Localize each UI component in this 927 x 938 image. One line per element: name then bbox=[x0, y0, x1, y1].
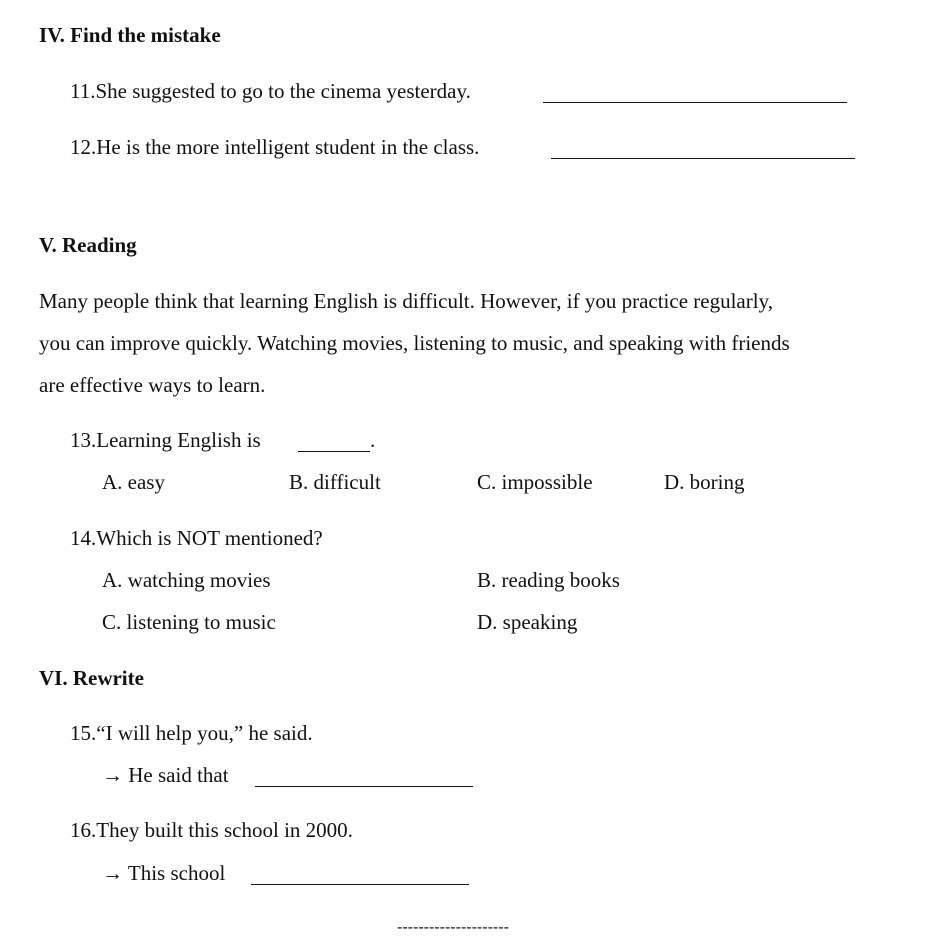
question-text: She suggested to go to the cinema yesterday. bbox=[95, 79, 471, 103]
option-14-b[interactable]: B. reading books bbox=[477, 568, 620, 592]
question-text: Which is NOT mentioned? bbox=[96, 526, 323, 550]
question-number: 16. bbox=[70, 818, 97, 842]
question-text: Learning English is bbox=[96, 428, 261, 452]
passage-line-3: are effective ways to learn. bbox=[39, 373, 266, 397]
question-number: 13. bbox=[70, 428, 97, 452]
question-text: They built this school in 2000. bbox=[96, 818, 353, 842]
option-13-c[interactable]: C. impossible bbox=[477, 470, 593, 494]
answer-blank-11[interactable] bbox=[543, 102, 847, 103]
answer-blank-16[interactable] bbox=[251, 884, 469, 885]
question-14 bbox=[70, 528, 323, 549]
question-number: 12. bbox=[70, 135, 97, 159]
section-heading-find-mistake: IV. Find the mistake bbox=[39, 23, 221, 47]
question-number: 14. bbox=[70, 526, 97, 550]
option-13-b[interactable]: B. difficult bbox=[289, 470, 381, 494]
section-heading-reading: V. Reading bbox=[39, 233, 137, 257]
footer-divider: --------------------- bbox=[397, 919, 509, 936]
question-number: 11. bbox=[70, 79, 96, 103]
question-text: “I will help you,” he said. bbox=[96, 721, 313, 745]
question-11 bbox=[70, 81, 471, 102]
question-15 bbox=[70, 723, 313, 744]
option-13-d[interactable]: D. boring bbox=[664, 470, 745, 494]
question-16 bbox=[70, 820, 353, 841]
answer-blank-13[interactable] bbox=[298, 451, 370, 452]
question-number: 15. bbox=[70, 721, 97, 745]
rewrite-prompt-16: → This school bbox=[102, 861, 226, 885]
option-13-a[interactable]: A. easy bbox=[102, 470, 165, 494]
passage-line-2: you can improve quickly. Watching movies, listening to music, and speaking with friends bbox=[39, 331, 790, 355]
rewrite-prompt-15: → He said that bbox=[102, 763, 229, 787]
question-text: He is the more intelligent student in the class. bbox=[96, 135, 480, 159]
answer-blank-12[interactable] bbox=[551, 158, 855, 159]
answer-blank-15[interactable] bbox=[255, 786, 473, 787]
section-heading-rewrite: VI. Rewrite bbox=[39, 666, 144, 690]
question-13-period: . bbox=[370, 428, 376, 452]
question-13 bbox=[70, 430, 261, 451]
question-12 bbox=[70, 137, 479, 158]
option-14-d[interactable]: D. speaking bbox=[477, 610, 578, 634]
option-14-a[interactable]: A. watching movies bbox=[102, 568, 271, 592]
passage-line-1: Many people think that learning English is difficult. However, if you practice regularly, bbox=[39, 289, 773, 313]
option-14-c[interactable]: C. listening to music bbox=[102, 610, 276, 634]
